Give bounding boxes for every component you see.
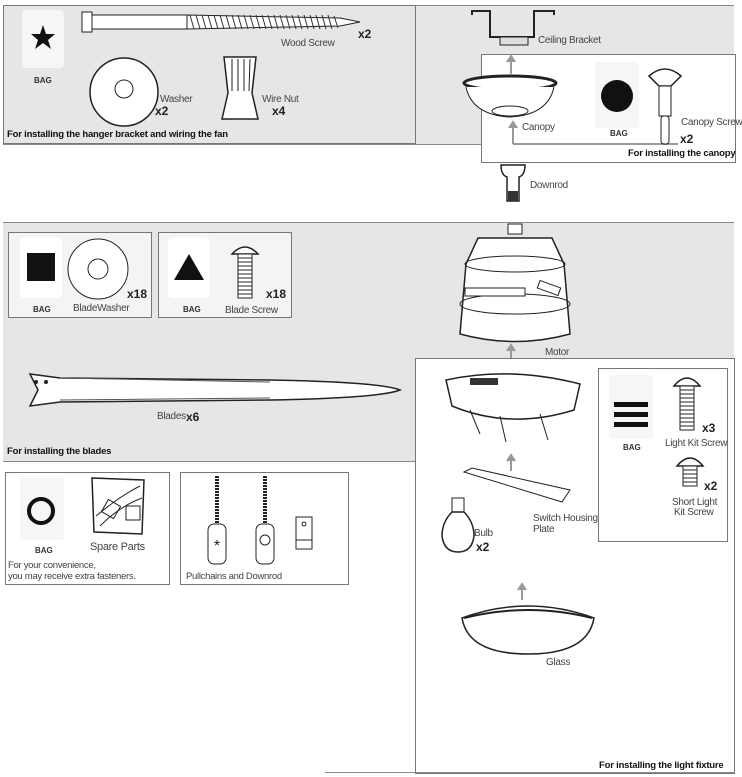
- switch-plate-label-2: Plate: [533, 524, 555, 535]
- washer-icon: [88, 56, 160, 128]
- spare-parts-icon: [90, 476, 146, 536]
- svg-text:*: *: [213, 538, 221, 555]
- short-screw-label-1: Short Light: [672, 497, 718, 508]
- bag-label: BAG: [183, 305, 201, 314]
- pullchains-label: Pullchains and Downrod: [186, 571, 282, 582]
- blades-qty: x6: [186, 410, 200, 424]
- glass-label: Glass: [546, 657, 571, 668]
- bag-label: BAG: [623, 443, 641, 452]
- hardware-caption: For installing the hanger bracket and wiring the fan: [7, 129, 228, 140]
- downrod-piece-icon: [295, 516, 313, 550]
- light-fixture-caption: For installing the light fixture: [599, 760, 724, 771]
- light-kit-screw-qty: x3: [702, 421, 716, 435]
- wood-screw-icon: [80, 10, 365, 36]
- fan-blade-icon: [20, 370, 405, 410]
- blade-screw-icon: [230, 244, 260, 300]
- washer-qty: x2: [155, 104, 169, 118]
- canopy-screw-label: Canopy Screw: [681, 117, 742, 128]
- wire-nut-icon: [220, 55, 260, 123]
- circle-icon: [601, 80, 633, 112]
- spare-parts-label: Spare Parts: [90, 541, 145, 553]
- blade-washer-icon: [67, 238, 129, 300]
- canopy-label: Canopy: [522, 122, 555, 133]
- blades-label: Blades: [157, 411, 186, 422]
- wire-nut-qty: x4: [272, 104, 286, 118]
- divider-line: [325, 772, 734, 773]
- bag-label: BAG: [33, 305, 51, 314]
- switch-plate-icon: [462, 466, 572, 506]
- canopy-caption: For installing the canopy: [628, 148, 736, 159]
- short-screw-icon: [675, 454, 705, 488]
- light-kit-screw-icon: [672, 374, 702, 432]
- washer-label: Washer: [160, 94, 193, 105]
- bag-label: BAG: [35, 546, 53, 555]
- light-pullchain-icon: [253, 474, 277, 566]
- star-icon: [30, 24, 56, 50]
- motor-icon: [440, 224, 590, 344]
- bulb-icon: [440, 496, 476, 556]
- switch-housing-icon: [440, 370, 585, 450]
- bulb-qty: x2: [476, 540, 490, 554]
- arrow-up-icon: [517, 582, 527, 600]
- glass-icon: [458, 600, 598, 656]
- arrow-up-icon: [506, 54, 516, 74]
- blades-caption: For installing the blades: [7, 446, 112, 457]
- downrod-label: Downrod: [530, 180, 568, 191]
- short-screw-qty: x2: [704, 479, 718, 493]
- wood-screw-qty: x2: [358, 27, 372, 41]
- wood-screw-label: Wood Screw: [281, 38, 335, 49]
- three-lines-icon: [614, 402, 648, 428]
- short-screw-label-2: Kit Screw: [674, 507, 714, 518]
- ceiling-bracket-label: Ceiling Bracket: [538, 35, 601, 46]
- blade-screw-qty: x18: [266, 287, 287, 301]
- triangle-icon: [174, 254, 204, 280]
- spare-note-2: you may receive extra fasteners.: [8, 571, 136, 582]
- canopy-screw-icon: [647, 66, 683, 148]
- bag-label: BAG: [34, 76, 52, 85]
- blade-washer-qty: x18: [127, 287, 148, 301]
- spare-note-1: For your convenience,: [8, 560, 96, 571]
- blade-washer-label: BladeWasher: [73, 303, 130, 314]
- downrod-icon: [499, 163, 527, 203]
- canopy-icon: [462, 75, 558, 119]
- blade-screw-label: Blade Screw: [225, 305, 278, 316]
- bulb-label: Bulb: [474, 528, 493, 539]
- switch-plate-label-1: Switch Housing: [533, 513, 598, 524]
- light-kit-screw-label: Light Kit Screw: [665, 438, 728, 449]
- bag-label: BAG: [610, 129, 628, 138]
- wire-nut-label: Wire Nut: [262, 94, 299, 105]
- fan-pullchain-icon: [205, 474, 229, 566]
- square-icon: [27, 253, 55, 281]
- ring-icon: [26, 496, 56, 526]
- motor-label: Motor: [545, 347, 570, 358]
- canopy-screw-qty: x2: [680, 132, 694, 146]
